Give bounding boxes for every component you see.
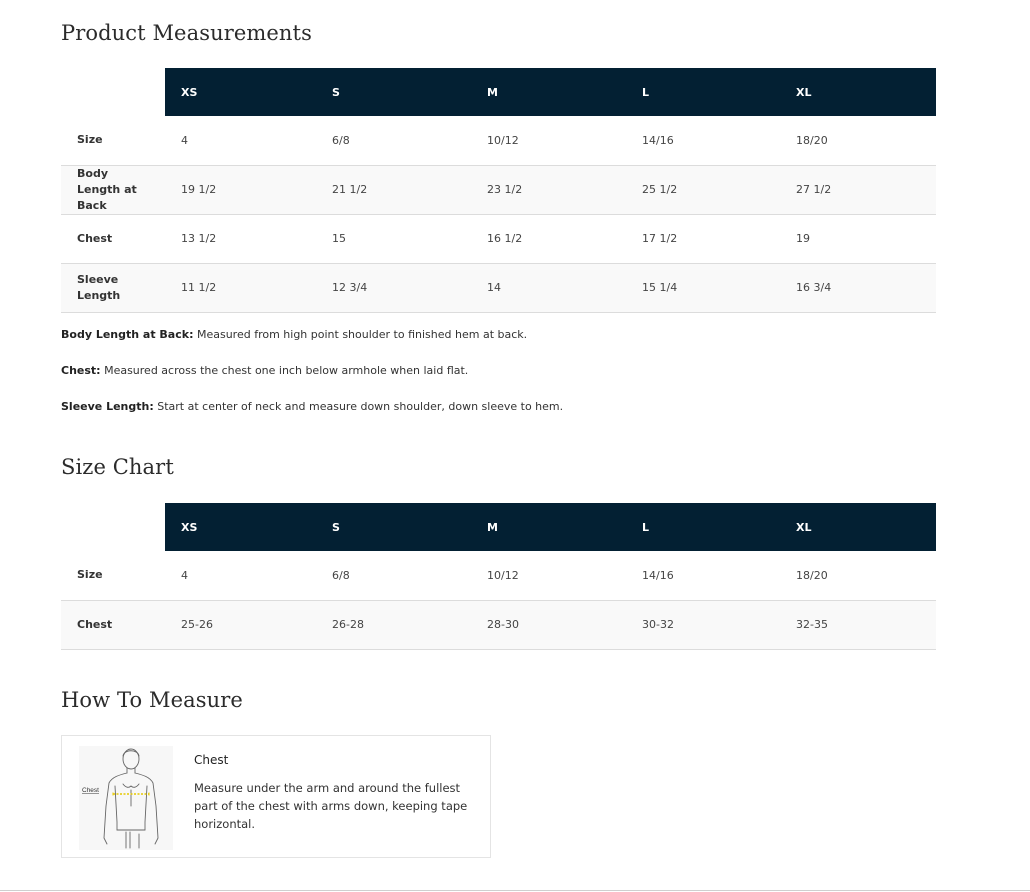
table-row [61,165,936,214]
table-cell: 4 [181,568,188,582]
table-row [61,551,936,600]
size-header-xl: XL [780,68,936,116]
table-cell: 27 1/2 [796,183,832,196]
table-cell: 18/20 [796,133,828,147]
table-cell: 30-32 [642,618,674,631]
row-label: Body Length at Back [77,166,137,212]
note-term: Sleeve Length: [61,400,154,413]
size-header-xl: XL [780,503,936,551]
table-cell: 16 1/2 [487,232,523,245]
row-label: Sleeve Length [77,272,121,302]
size-header-l: L [626,68,780,116]
note-sleeve-length [61,400,563,413]
size-header-m: M [471,68,626,116]
table-cell: 18/20 [796,568,828,582]
size-chart-title: Size Chart [61,455,174,479]
table-row [61,116,936,165]
table-row [61,263,936,312]
product-measurements-table [61,68,936,313]
product-measurements-title: Product Measurements [61,21,312,45]
size-header-l: L [626,503,780,551]
header-corner [61,68,165,116]
row-label: Chest [77,617,113,631]
note-chest [61,364,468,377]
table-cell: 25-26 [181,618,213,631]
table-cell: 14 [487,281,501,294]
table-cell: 23 1/2 [487,183,523,196]
table-cell: 6/8 [332,133,350,147]
size-chart-table [61,503,936,650]
note-text: Measured from high point shoulder to finished hem at back. [196,328,528,341]
figure-chest-label: Chest [82,787,99,794]
note-text: Measured across the chest one inch below armhole when laid flat. [104,364,469,377]
table-row [61,214,936,263]
note-body-length [61,328,527,341]
table-cell: 13 1/2 [181,232,217,245]
table-cell: 12 3/4 [332,281,368,294]
table-cell: 6/8 [332,568,350,582]
row-label: Size [77,133,103,147]
measure-card-description: Measure under the arm and around the fullest part of the chest with arms down, keeping tape horizontal. [194,781,468,831]
row-label: Size [77,568,103,582]
table-cell: 28-30 [487,618,519,631]
size-header-xs: XS [165,68,316,116]
table-row [61,600,936,649]
size-header-m: M [471,503,626,551]
row-label: Chest [77,231,113,245]
table-cell: 15 1/4 [642,281,678,294]
table-cell: 4 [181,133,188,147]
table-cell: 11 1/2 [181,281,217,294]
table-cell: 10/12 [487,133,519,147]
size-header-row [61,68,936,116]
table-cell: 32-35 [796,618,828,631]
size-header-row [61,503,936,551]
note-term: Body Length at Back: [61,328,194,341]
table-cell: 15 [332,232,346,245]
measure-card-chest [61,735,491,858]
table-cell: 26-28 [332,618,364,631]
page-bottom-divider [0,890,1030,891]
table-cell: 19 1/2 [181,183,217,196]
header-corner [61,503,165,551]
table-cell: 21 1/2 [332,183,368,196]
table-cell: 17 1/2 [642,232,678,245]
note-text: Start at center of neck and measure down shoulder, down sleeve to hem. [157,400,564,413]
chest-measure-figure [79,746,173,850]
table-cell: 19 [796,232,810,245]
note-term: Chest: [61,364,101,377]
size-header-s: S [316,68,471,116]
size-header-s: S [316,503,471,551]
how-to-measure-title: How To Measure [61,688,243,712]
measure-card-title: Chest [194,753,229,767]
table-cell: 14/16 [642,133,674,147]
table-cell: 14/16 [642,568,674,582]
table-cell: 16 3/4 [796,281,832,294]
table-cell: 25 1/2 [642,183,678,196]
table-cell: 10/12 [487,568,519,582]
size-header-xs: XS [165,503,316,551]
